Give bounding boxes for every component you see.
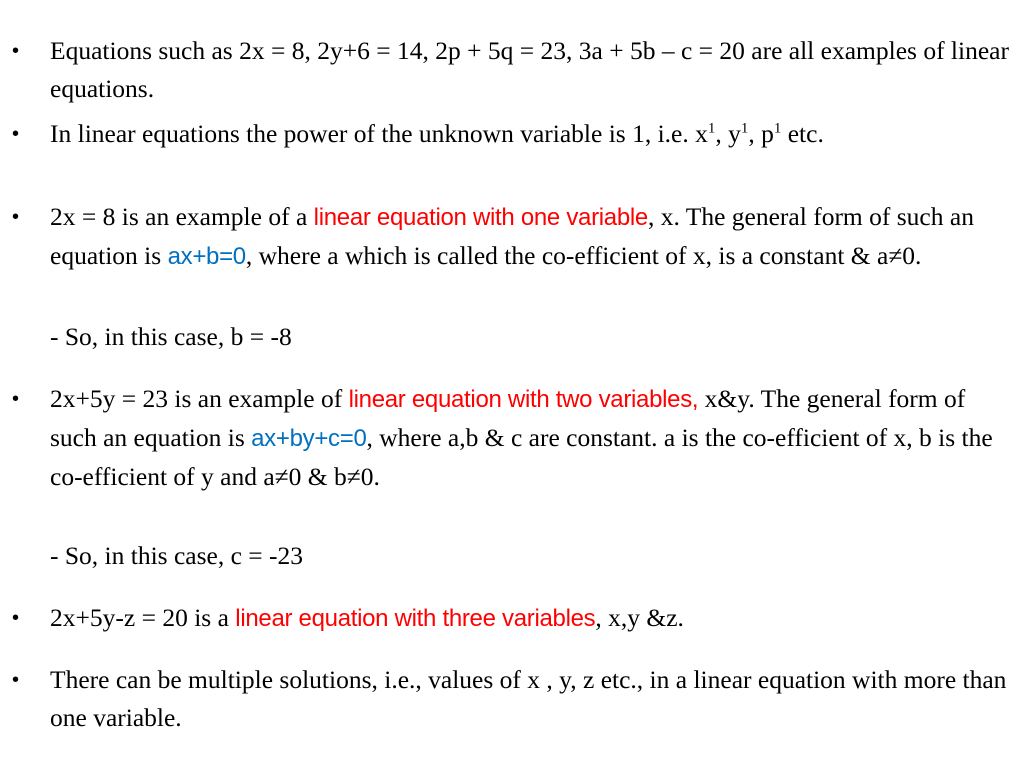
bullet-icon: •: [12, 607, 20, 629]
superscript: 1: [707, 120, 716, 137]
note-b-value: [50, 318, 1014, 356]
superscript: 1: [740, 120, 749, 137]
bullet-icon: •: [12, 388, 20, 410]
highlight-one-variable: linear equation with one variable: [313, 204, 648, 231]
bullet-item-multiple-solutions: [12, 661, 1014, 737]
bullet-text-continued: , y: [715, 119, 741, 148]
bullet-text: There can be multiple solutions, i.e., values of x , y, z etc., in a linear equation with more than one variable.: [50, 665, 1007, 732]
bullet-item-three-variables: [12, 599, 1014, 638]
bullet-icon: •: [12, 123, 20, 145]
note-text: - So, in this case, b = -8: [50, 322, 292, 351]
general-form-two-variables: ax+by+c=0: [251, 425, 367, 452]
highlight-two-variables: linear equation with two variables,: [348, 386, 699, 413]
bullet-item-linear-examples: [12, 32, 1014, 108]
bullet-text-end: , x,y &z.: [595, 603, 684, 632]
bullet-icon: •: [12, 40, 20, 62]
bullet-item-power-of-variable: [12, 115, 1014, 153]
bullet-text-continued: , x. The general form of such an equation is: [50, 202, 974, 270]
bullet-icon: •: [12, 669, 20, 691]
bullet-text: In linear equations the power of the unknown variable is 1, i.e. x: [50, 119, 708, 148]
highlight-three-variables: linear equation with three variables: [235, 605, 596, 632]
bullet-text-end: , where a which is called the co-efficient of x, is a constant & a≠0.: [245, 241, 922, 270]
bullet-item-one-variable: [12, 198, 1014, 276]
bullet-text: 2x+5y-z = 20 is a: [50, 603, 236, 632]
superscript: 1: [773, 120, 782, 137]
bullet-text: 2x = 8 is an example of a: [50, 202, 314, 231]
bullet-icon: •: [12, 206, 20, 228]
bullet-text-end: etc.: [781, 119, 824, 148]
note-text: - So, in this case, c = -23: [50, 541, 304, 570]
bullet-text-end: , where a,b & c are constant. a is the co-efficient of x, b is the co-efficient of y and a≠0 & b≠0.: [50, 423, 993, 491]
general-form-one-variable: ax+b=0: [167, 243, 246, 270]
bullet-text: 2x+5y = 23 is an example of: [50, 384, 349, 413]
bullet-text-continued: x&y. The general form of such an equation is: [50, 384, 966, 452]
bullet-text: Equations such as 2x = 8, 2y+6 = 14, 2p + 5q = 23, 3a + 5b – c = 20 are all examples of linear equations.: [50, 36, 1009, 103]
bullet-item-two-variables: [12, 380, 1014, 496]
bullet-text-continued: , p: [748, 119, 774, 148]
note-c-value: [50, 537, 1014, 575]
